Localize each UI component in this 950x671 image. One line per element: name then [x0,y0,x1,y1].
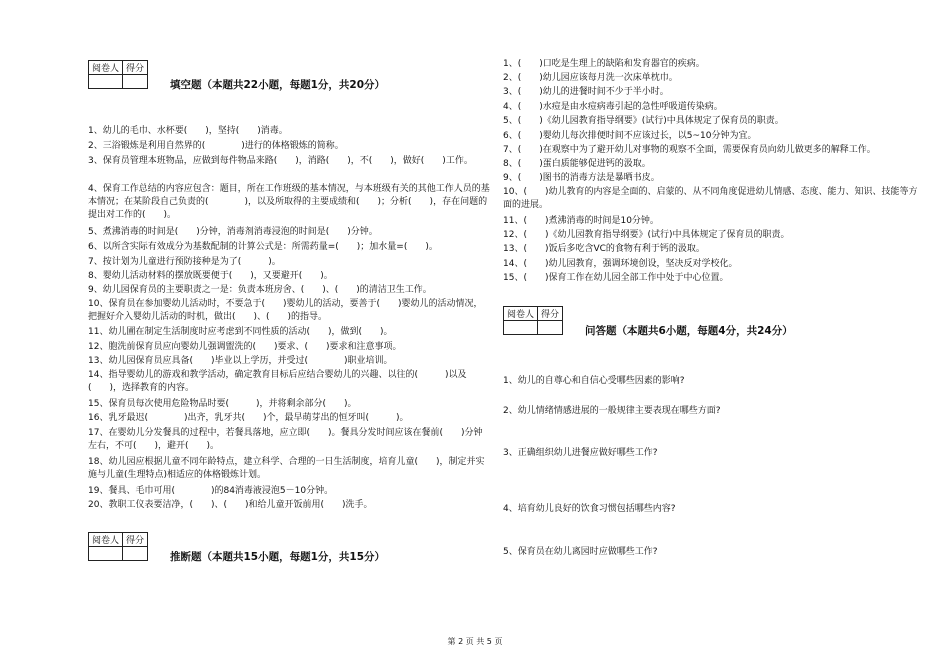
score-cell [538,321,563,335]
score-label: 得分 [538,307,563,321]
judge-question: 1、( )口吃是生理上的缺陷和发育器官的疾病。 [503,59,705,69]
judge-question: 5、( )《幼儿园教育指导纲要》(试行)中具体规定了保育员的职责。 [503,116,784,126]
judge-section-title: 推断题（本题共15小题，每题1分，共15分） [170,551,386,563]
reviewer-cell [89,75,123,89]
score-table-qa [503,306,563,335]
reviewer-label: 阅卷人 [89,61,123,75]
score-label: 得分 [123,61,148,75]
judge-question: 12、( )《幼儿园教育指导纲要》(试行)中具体规定了保育员的职责。 [503,230,790,240]
fill-question: 19、餐具、毛巾可用( )的84消毒液浸泡5－10分钟。 [88,486,334,496]
reviewer-label: 阅卷人 [89,533,123,547]
judge-question: 14、( )幼儿园教育，强调环境创设，坚决反对学校化。 [503,259,738,269]
fill-question: 1、幼儿的毛巾、水杯要( )，坚持( )消毒。 [88,126,288,136]
fill-question: 6、以所含实际有效成分为基数配制的计算公式是：所需药量=( )；加水量=( )。 [88,242,438,252]
fill-question: 20、教职工仪表要洁净，( )、( )和给儿童开饭前用( )洗手。 [88,500,373,510]
fill-question: 8、婴幼儿活动材料的摆放既要便于( )，又要避开( )。 [88,271,333,281]
fill-question: 7、按计划为儿童进行预防接种是为了( )。 [88,257,281,267]
score-cell [123,75,148,89]
fill-question: 15、保育员每次使用危险物品时要( )，并将剩余部分( )。 [88,399,357,409]
reviewer-label: 阅卷人 [504,307,538,321]
judge-question: 6、( )婴幼儿每次排便时间不应该过长，以5~10分钟为宜。 [503,131,757,141]
fill-question: 16、乳牙最迟( )出齐，乳牙共( )个，最早萌芽出的恒牙叫( )。 [88,413,409,423]
fill-question: 2、三浴锻炼是利用自然界的( )进行的体格锻炼的简称。 [88,141,344,151]
score-table-fill [88,60,148,89]
reviewer-cell [89,547,123,561]
fill-question: 3、保育员管理本班物品，应做到每件物品来路( )，消路( )，不( )，做好( )工作。 [88,156,473,166]
fill-question: 18、幼儿园应根据儿童不同年龄特点，建立科学、合理的一日生活制度，培育儿童( )，制定并实施与儿童(生理特点)相适应的体格锻炼计划。 [88,457,485,480]
qa-question: 5、保育员在幼儿离园时应做哪些工作? [503,547,658,557]
judge-question: 13、( )饭后多吃含VC的食物有利于钙的汲取。 [503,244,705,254]
judge-question: 3、( )幼儿的进餐时间不少于半小时。 [503,87,669,97]
judge-question: 15、( )保育工作在幼儿园全部工作中处于中心位置。 [503,273,729,283]
fill-question: 12、胞洗前保育员应向婴幼儿强调盥洗的( )要求、( )要求和注意事项。 [88,342,402,352]
score-cell [123,547,148,561]
judge-question: 7、( )在观察中为了避开幼儿对事物的观察不全面，需要保育员向幼儿做更多的解释工作。 [503,145,876,155]
qa-question: 3、正确组织幼儿进餐应做好哪些工作? [503,448,658,458]
page-footer: 第 2 页 共 5 页 [447,637,503,646]
qa-question: 4、培育幼儿良好的饮食习惯包括哪些内容? [503,504,676,514]
score-label: 得分 [123,533,148,547]
score-table-judge [88,532,148,561]
qa-section-title: 问答题（本题共6小题，每题4分，共24分） [585,325,793,337]
fill-question: 14、指导婴幼儿的游戏和教学活动，确定教育目标后应结合婴幼儿的兴趣、以往的( )以及( )，选择教育的内容。 [88,370,467,393]
fill-question: 11、幼儿圃在制定生活制度时应考虑到不同性质的活动( )，做到( )。 [88,327,393,337]
reviewer-cell [504,321,538,335]
judge-question: 8、( )蛋白质能够促进钙的汲取。 [503,159,651,169]
fill-question: 4、保育工作总结的内容应包含：题目，所在工作班级的基本情况，与本班级有关的其他工作人员的基本情况；在某阶段自己负责的( )，以及所取得的主要成绩和( )；分析( )，存在问题的提出对工作的( )。 [88,184,490,220]
fill-question: 9、幼儿园保育员的主要职责之一是：负责本班房舍、( )、( )的清洁卫生工作。 [88,285,432,295]
judge-question: 11、( )煮沸消毒的时间是10分钟。 [503,216,659,226]
fill-question: 5、煮沸消毒的时间是( )分钟，消毒剂消毒浸泡的时间是( )分钟。 [88,227,378,237]
fill-question: 17、在婴幼儿分发餐具的过程中，若餐具落地，应立即( )。餐具分发时间应该在餐前( )分钟左右，不可( )，避开( )。 [88,428,483,451]
judge-question: 10、( )幼儿教育的内容是全面的、启蒙的、从不同角度促进幼儿情感、态度、能力、知识、技能等方面的进展。 [503,187,918,210]
fill-question: 10、保育员在参加婴幼儿活动时，不要急于( )婴幼儿的活动，要善于( )婴幼儿的活动情况，把握好介入婴幼儿活动的时机，做出( )、( )的指导。 [88,299,483,322]
judge-question: 4、( )水痘是由水痘病毒引起的急性呼吸道传染病。 [503,102,723,112]
qa-question: 1、幼儿的自尊心和自信心受哪些因素的影响? [503,376,685,386]
fill-question: 13、幼儿园保育员应具备( )毕业以上学历，并受过( )职业培训。 [88,356,393,366]
judge-question: 2、( )幼儿园应该每月洗一次床单枕巾。 [503,73,678,83]
qa-question: 2、幼儿情绪情感进展的一般规律主要表现在哪些方面? [503,406,721,416]
judge-question: 9、( )图书的消毒方法是暴晒书皮。 [503,173,660,183]
fill-section-title: 填空题（本题共22小题，每题1分，共20分） [170,79,386,91]
